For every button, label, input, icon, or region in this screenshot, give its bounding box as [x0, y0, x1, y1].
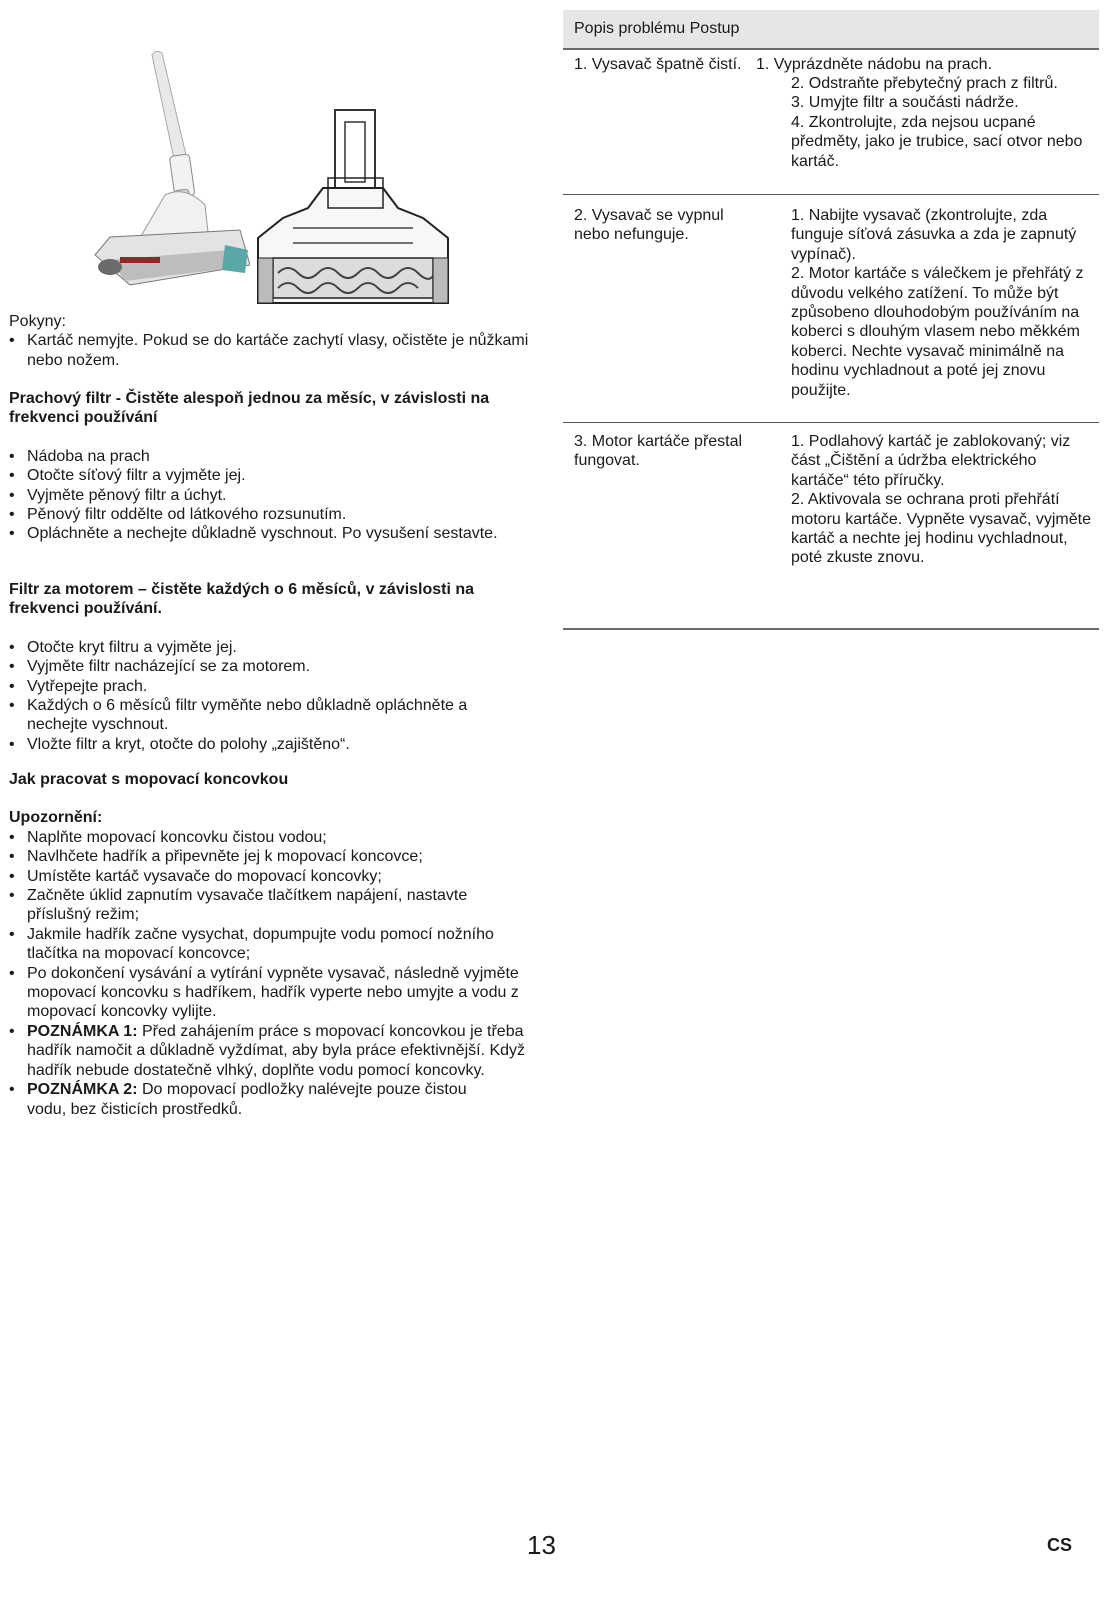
list-item: • Pěnový filtr oddělte od látkového rozsunutím.	[9, 505, 534, 524]
list-item: • Po dokončení vysávání a vytírání vypněte vysavač, následně vyjměte mopovací koncovku s hadříkem, hadřík vyperte nebo umyjte a vodu z mopovací koncovky vylijte.	[9, 964, 532, 1022]
instructions-section	[9, 312, 554, 370]
page-number: 13	[527, 1530, 556, 1560]
list-item: • Kartáč nemyjte. Pokud se do kartáče zachytí vlasy, očistěte je nůžkami nebo nožem.	[9, 331, 554, 370]
mop-title: Jak pracovat s mopovací koncovkou	[9, 771, 289, 788]
steps-cell: 1. Podlahový kartáč je zablokovaný; viz část „Čištění a údržba elektrického kartáče“ této příručky. 2. Aktivovala se ochrana proti přehřátí motoru kartáče. Vypněte vysavač, vyjměte kartáč a nechte jej hodinu vychladnout, poté zkuste znovu.	[791, 433, 1091, 567]
dust-filter-title: Prachový filtr - Čistěte alespoň jednou za měsíc, v závislosti na frekvenci používání	[9, 390, 490, 427]
steps-cell: 1. Vyprázdněte nádobu na prach.	[756, 56, 993, 73]
list-item: • Vytřepejte prach.	[9, 677, 534, 696]
list-item: • Navlhčete hadřík a připevněte jej k mopovací koncovce;	[9, 847, 544, 866]
steps-cell: 2. Odstraňte přebytečný prach z filtrů. 3. Umyjte filtr a součásti nádrže. 4. Zkontrolujte, zda nejsou ucpané předměty, jako je trubice, sací otvor nebo kartáč.	[791, 75, 1083, 170]
list-item: • Vložte filtr a kryt, otočte do polohy „zajištěno“.	[9, 735, 534, 754]
motor-filter-title: Filtr za motorem – čistěte každých o 6 měsíců, v závislosti na frekvenci používání.	[9, 581, 475, 618]
list-item: • Otočte síťový filtr a vyjměte jej.	[9, 466, 534, 485]
instructions-heading: Pokyny:	[9, 313, 66, 330]
vacuum-head-side-illustration	[90, 45, 250, 290]
list-item: • Otočte kryt filtru a vyjměte jej.	[9, 638, 534, 657]
note-item: • POZNÁMKA 2: Do mopovací podložky nalévejte pouze čistou vodu, bez čisticích prostředků.	[9, 1080, 507, 1119]
row-divider	[563, 194, 1099, 195]
problem-cell: 2. Vysavač se vypnul nebo nefunguje.	[574, 207, 724, 244]
motor-filter-section	[9, 580, 534, 754]
list-item: • Nádoba na prach	[9, 447, 534, 466]
list-item: • Opláchněte a nechejte důkladně vyschnout. Po vysušení sestavte.	[9, 524, 507, 543]
mop-section	[9, 770, 544, 1119]
list-item: • Začněte úklid zapnutím vysavače tlačítkem napájení, nastavte příslušný režim;	[9, 886, 507, 925]
brush-head-top-illustration	[253, 108, 453, 308]
list-item: • Umístěte kartáč vysavače do mopovací koncovky;	[9, 867, 544, 886]
problem-cell: 1. Vysavač špatně čistí.	[574, 56, 742, 73]
list-item: • Jakmile hadřík začne vysychat, dopumpujte vodu pomocí nožního tlačítka na mopovací koncovce;	[9, 925, 507, 964]
list-item: • Vyjměte filtr nacházející se za motorem.	[9, 657, 534, 676]
dust-filter-section	[9, 389, 534, 544]
language-code: CS	[1047, 1535, 1073, 1555]
list-item: • Vyjměte pěnový filtr a úchyt.	[9, 486, 534, 505]
problem-cell: 3. Motor kartáče přestal fungovat.	[574, 433, 743, 470]
list-item: • Naplňte mopovací koncovku čistou vodou;	[9, 828, 544, 847]
row-divider	[563, 422, 1099, 423]
table-header: Popis problému Postup	[563, 10, 1099, 50]
note-item: • POZNÁMKA 1: Před zahájením práce s mopovací koncovkou je třeba hadřík namočit a důkladně vyždímat, aby byla práce efektivnější. Když hadřík nebude dostatečně vlhký, doplňte vodu pomocí koncovky.	[9, 1022, 537, 1080]
list-item: • Každých o 6 měsíců filtr vyměňte nebo důkladně opláchněte a nechejte vyschnout.	[9, 696, 517, 735]
steps-cell: 1. Nabijte vysavač (zkontrolujte, zda funguje síťová zásuvka a zda je zapnutý vypínač). 2. Motor kartáče s válečkem je přehřátý z důvodu velkého zatížení. To může být způsobeno dlouhodobým používáním na koberci s dlouhým vlasem nebo měkkém koberci. Nechte vysavač minimálně na hodinu vychladnout a poté jej znovu použijte.	[791, 207, 1084, 399]
table-bottom-border	[563, 628, 1099, 630]
warning-heading: Upozornění:	[9, 809, 103, 827]
